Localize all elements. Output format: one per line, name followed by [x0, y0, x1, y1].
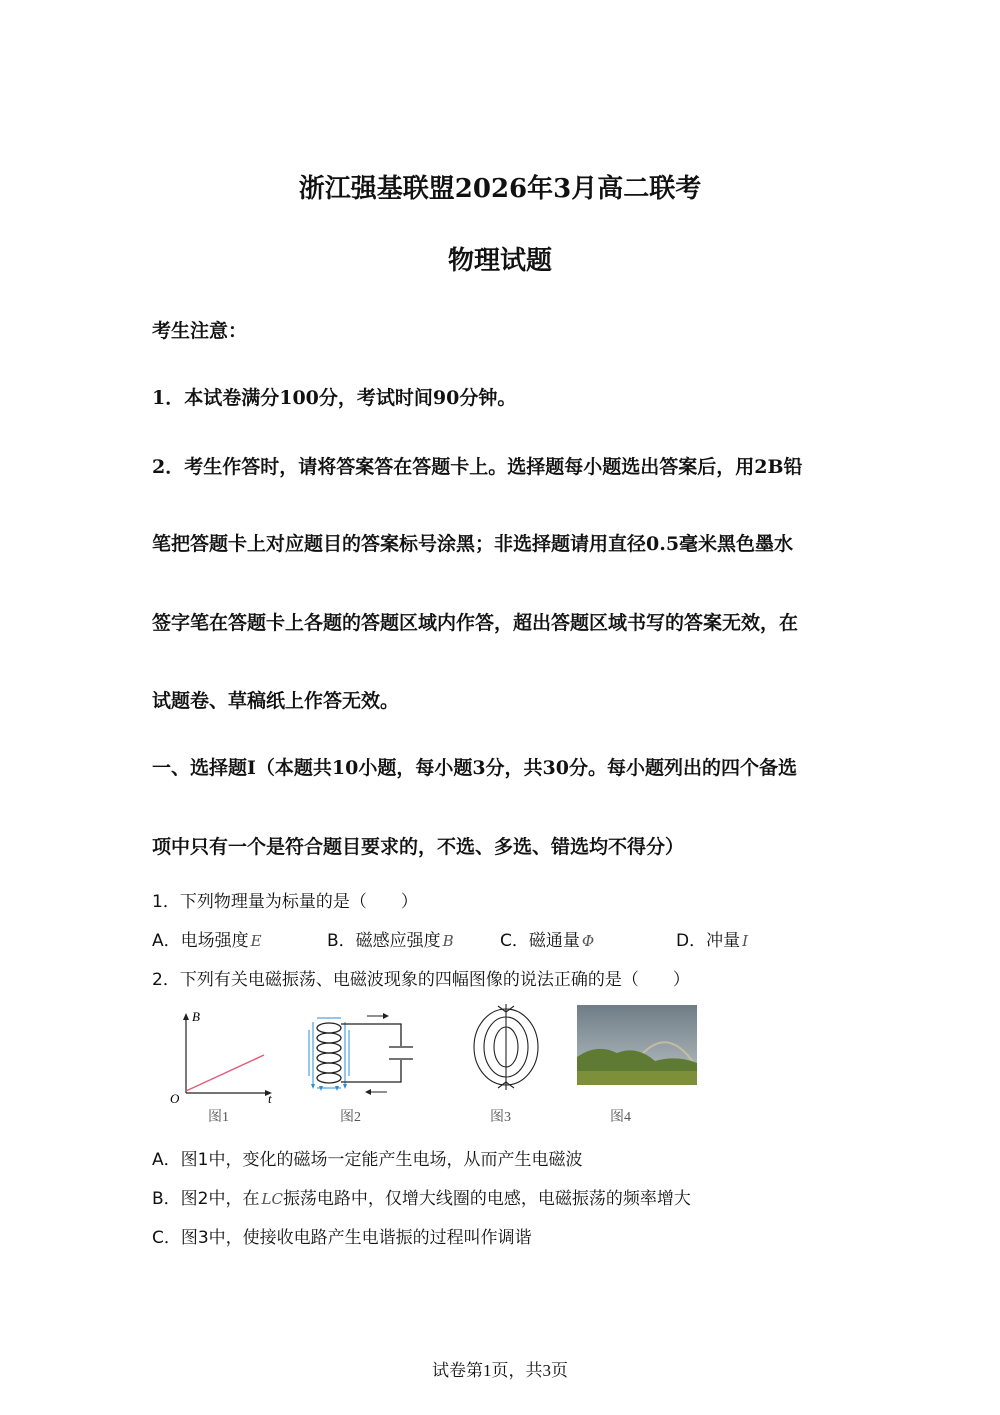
notice-line-3: 笔把答题卡上对应题目的答案标号涂黑；非选择题请用直径0.5毫米黑色墨水 [152, 533, 794, 555]
b-t-line [186, 1055, 264, 1091]
q2-option-c: C．图3中，使接收电路产生电谐振的过程叫作调谐 [152, 1228, 532, 1248]
q2-option-a: A．图1中，变化的磁场一定能产生电场，从而产生电磁波 [152, 1150, 583, 1170]
current-arrowhead-bottom [365, 1089, 371, 1095]
figure-3-label: 图3 [490, 1110, 511, 1125]
section-heading-line-1: 一、选择题I（本题共10小题，每小题3分，共30分。每小题列出的四个备选 [152, 757, 797, 779]
y-axis-arrow [183, 1013, 189, 1020]
page-footer: 试卷第1页，共3页 [432, 1361, 568, 1380]
field-loops [474, 1004, 538, 1090]
q2-option-b-prefix: B．图2中，在 [152, 1189, 260, 1209]
question-1-stem: 1．下列物理量为标量的是（ ） [152, 892, 418, 912]
notice-line-4: 签字笔在答题卡上各题的答题区域内作答，超出答题区域书写的答案无效，在 [152, 612, 799, 634]
notice-line-1: 1．本试卷满分100分，考试时间90分钟。 [152, 387, 517, 409]
q1-option-c-symbol: Φ [581, 932, 595, 950]
x-axis-label: t [268, 1091, 272, 1105]
current-arrowhead-top [383, 1013, 389, 1019]
notice-line-2: 2．考生作答时，请将答案答在答题卡上。选择题每小题选出答案后，用2B铅 [152, 456, 803, 478]
q2-option-b [152, 1184, 691, 1209]
origin-label: O [170, 1091, 180, 1105]
meadow [577, 1071, 697, 1085]
q1-option-a [152, 926, 262, 951]
figure-2-lc-circuit [305, 1010, 420, 1095]
q1-option-d [676, 926, 748, 951]
notice-line-5: 试题卷、草稿纸上作答无效。 [152, 690, 400, 712]
exam-subtitle: 物理试题 [447, 246, 552, 276]
q1-option-c-label: C．磁通量 [500, 931, 580, 951]
q1-option-d-symbol: I [742, 932, 749, 950]
figure-2-label: 图2 [340, 1110, 361, 1125]
coil [317, 1023, 341, 1083]
q2-option-b-symbol: LC [261, 1190, 283, 1208]
figure-3-dipole-field [468, 1002, 544, 1092]
exam-title: 浙江强基联盟2026年3月高二联考 [298, 174, 702, 204]
q1-option-b-label: B．磁感应强度 [327, 931, 441, 951]
figure-4-rainbow-photo [577, 1005, 697, 1085]
circuit-wires [341, 1024, 413, 1082]
q1-option-b [327, 926, 454, 951]
figure-1-graph [160, 1005, 280, 1105]
notice-heading: 考生注意： [152, 320, 248, 342]
q1-option-c [500, 926, 594, 951]
q1-option-b-symbol: B [442, 932, 454, 950]
section-heading-line-2: 项中只有一个是符合题目要求的，不选、多选、错选均不得分） [152, 836, 685, 858]
q1-option-a-label: A．电场强度 [152, 931, 249, 951]
y-axis-label: B [192, 1009, 200, 1024]
figure-4-label: 图4 [610, 1110, 631, 1125]
q1-option-a-symbol: E [250, 932, 262, 950]
figure-1-label: 图1 [208, 1110, 229, 1125]
q1-option-d-label: D．冲量 [676, 931, 741, 951]
question-2-stem: 2．下列有关电磁振荡、电磁波现象的四幅图像的说法正确的是（ ） [152, 970, 690, 990]
q2-option-b-suffix: 振荡电路中，仅增大线圈的电感，电磁振荡的频率增大 [282, 1189, 691, 1209]
